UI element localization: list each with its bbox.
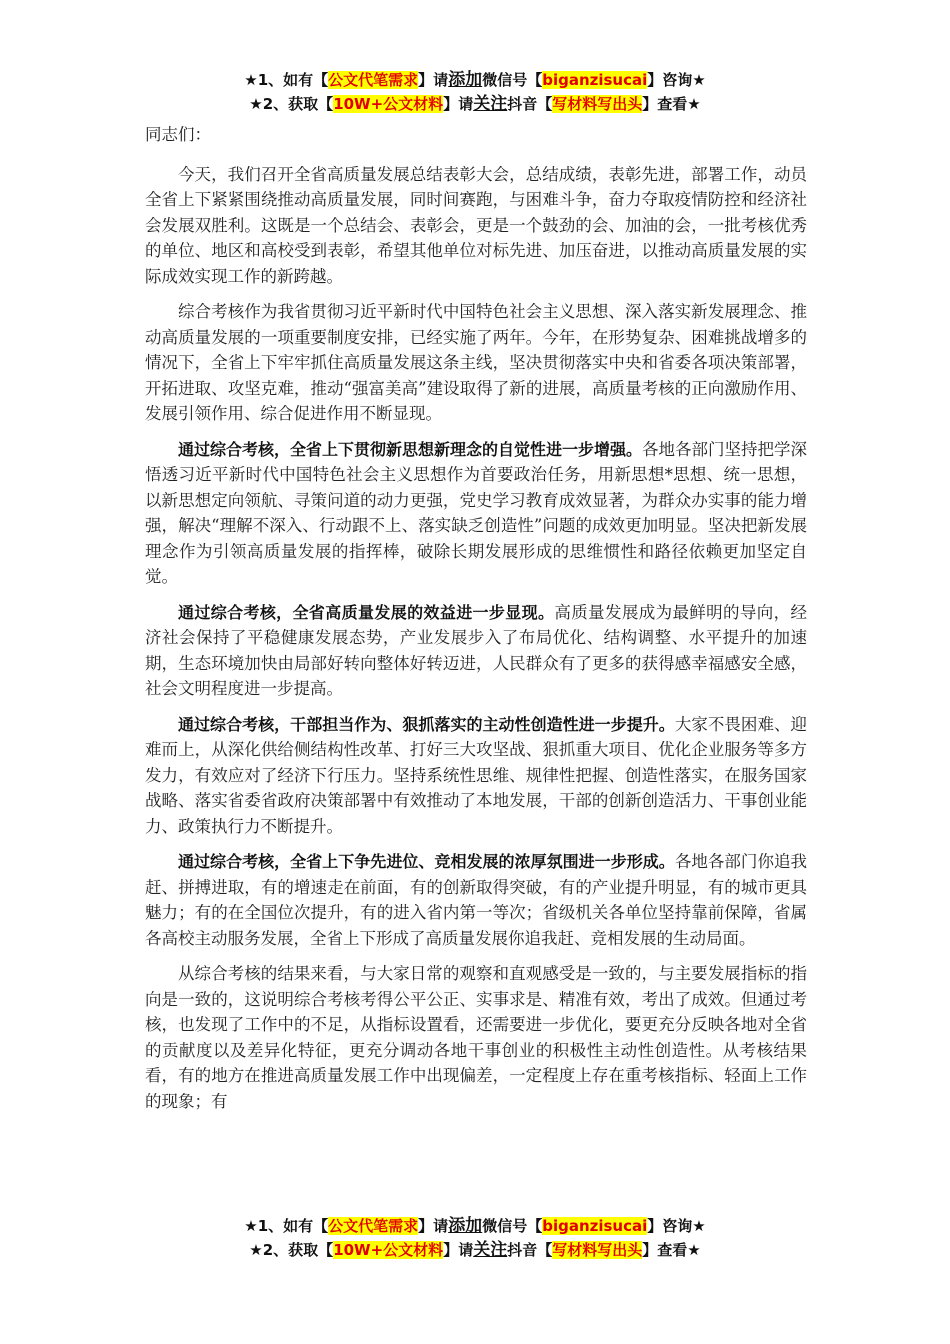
promo-text: 微信号【 bbox=[482, 1217, 543, 1235]
paragraph-1: 今天，我们召开全省高质量发展总结表彰大会，总结成绩，表彰先进，部署工作，动员全省上下紧紧围绕推动高质量发展，同时间赛跑，与困难斗争，奋力夺取疫情防控和经济社会发展双胜利。这既是一个总结会、表彰会，更是一个鼓劲的会、加油的会，一批考核优秀的单位、地区和高校受到表彰，希望其他单位对标先进、加压奋进，以推动高质量发展的实际成效实现工作的新跨越。 bbox=[145, 164, 807, 286]
highlight-writing-service: 公文代笔需求 bbox=[328, 71, 419, 89]
highlight-writing-service: 公文代笔需求 bbox=[328, 1217, 419, 1235]
promo-text: ★1、如有【 bbox=[244, 1217, 329, 1235]
paragraph-5-text: 大家不畏困难、迎难而上，从深化供给侧结构性改革、打好三大攻坚战、狠抓重大项目、优化企业服务等多方发力，有效应对了经济下行压力。坚持系统性思维、规律性把握、创造性落实，在服务国家战略、落实省委省政府决策部署中有效推动了本地发展，干部的创新创造活力、干事创业能力、政策执行力不断提升。 bbox=[145, 714, 807, 836]
speech-body bbox=[145, 122, 808, 1111]
promo-text: 】请 bbox=[418, 71, 449, 89]
promo-text: 微信号【 bbox=[482, 71, 543, 89]
paragraph-4-text: 高质量发展成为最鲜明的导向，经济社会保持了平稳健康发展态势，产业发展步入了布局优化、结构调整、水平提升的加速期，生态环境加快由局部好转向整体好转迈进，人民群众有了更多的获得感幸福感安全感，社会文明程度进一步提高。 bbox=[145, 602, 807, 698]
promo-text: 】请 bbox=[443, 1241, 474, 1259]
highlight-douyin-account: 写材料写出头 bbox=[552, 95, 643, 113]
paragraph-2: 综合考核作为我省贯彻习近平新时代中国特色社会主义思想、深入落实新发展理念、推动高质量发展的一项重要制度安排，已经实施了两年。今年，在形势复杂、困难挑战增多的情况下，全省上下牢牢抓住高质量发展这条主线，坚决贯彻落实中央和省委各项决策部署，开拓进取、攻坚克难，推动“强富美高”建设取得了新的进展，高质量考核的正向激励作用、发展引领作用、综合促进作用不断显现。 bbox=[145, 302, 807, 423]
promo-text: ★1、如有【 bbox=[244, 71, 329, 89]
paragraph-4 bbox=[145, 600, 807, 702]
highlight-wechat-id: biganzisucai bbox=[542, 71, 648, 89]
promo-line-2 bbox=[0, 92, 950, 116]
paragraph-3 bbox=[145, 437, 807, 590]
promo-text: 】咨询★ bbox=[647, 71, 706, 89]
promo-text: 】查看★ bbox=[642, 95, 701, 113]
paragraph-3-text: 各地各部门坚持把学深悟透习近平新时代中国特色社会主义思想作为首要政治任务，用新思想*思想、统一思想，以新思想定向领航、寻策问道的动力更强，党史学习教育成效显著，为群众办实事的能力增强，解决“理解不深入、行动跟不上、落实缺乏创造性”问题的成效更加明显。坚决把新发展理念作为引领高质量发展的指挥棒，破除长期发展形成的思维惯性和路径依赖更加坚定自觉。 bbox=[145, 439, 808, 586]
promo-banner-bottom bbox=[0, 1214, 950, 1262]
promo-text: 】查看★ bbox=[642, 1241, 701, 1259]
paragraph-7: 从综合考核的结果来看，与大家日常的观察和直观感受是一致的，与主要发展指标的指向是一致的，这说明综合考核考得公平公正、实事求是、精准有效，考出了成效。但通过考核，也发现了工作中的不足，从指标设置看，还需要进一步优化，要更充分反映各地对全省的贡献度以及差异化特征，更充分调动各地干事创业的积极性主动性创造性。从考核结果看，有的地方在推进高质量发展工作中出现偏差，一定程度上存在重考核指标、轻面上工作的现象；有 bbox=[145, 964, 807, 1111]
promo-text: 抖音【 bbox=[507, 1241, 553, 1259]
paragraph-6 bbox=[145, 849, 807, 951]
promo-banner-top bbox=[0, 68, 950, 116]
underlined-follow: 关注 bbox=[473, 1240, 508, 1260]
promo-line-1 bbox=[0, 68, 950, 92]
highlight-materials: 10W+公文材料 bbox=[333, 1241, 444, 1259]
paragraph-6-lead: 通过综合考核，全省上下争先进位、竞相发展的浓厚氛围进一步形成。 bbox=[178, 852, 675, 871]
highlight-douyin-account: 写材料写出头 bbox=[552, 1241, 643, 1259]
promo-line-1 bbox=[0, 1214, 950, 1238]
promo-text: ★2、获取【 bbox=[249, 1241, 334, 1259]
paragraph-5 bbox=[145, 712, 807, 840]
highlight-wechat-id: biganzisucai bbox=[542, 1217, 648, 1235]
promo-text: 】请 bbox=[443, 95, 474, 113]
paragraph-5-lead: 通过综合考核，干部担当作为、狠抓落实的主动性创造性进一步提升。 bbox=[178, 714, 675, 734]
underlined-add: 添加 bbox=[448, 1216, 483, 1236]
paragraph-3-lead: 通过综合考核，全省上下贯彻新思想新理念的自觉性进一步增强。 bbox=[178, 439, 643, 459]
underlined-follow: 关注 bbox=[473, 94, 508, 114]
promo-text: 】请 bbox=[418, 1217, 449, 1235]
underlined-add: 添加 bbox=[448, 70, 483, 90]
paragraph-4-lead: 通过综合考核，全省高质量发展的效益进一步显现。 bbox=[178, 602, 555, 622]
promo-text: ★2、获取【 bbox=[249, 95, 334, 113]
promo-text: 抖音【 bbox=[507, 95, 553, 113]
paragraph-6-text: 各地各部门你追我赶、拼搏进取，有的增速走在前面，有的创新取得突破，有的产业提升明显，有的城市更具魅力；有的在全国位次提升，有的进入省内第一等次；省级机关各单位坚持靠前保障，省属各高校主动服务发展，全省上下形成了高质量发展你追我赶、竞相发展的生动局面。 bbox=[145, 852, 807, 948]
promo-line-2 bbox=[0, 1238, 950, 1262]
highlight-materials: 10W+公文材料 bbox=[333, 95, 444, 113]
promo-text: 】咨询★ bbox=[647, 1217, 706, 1235]
greeting: 同志们： bbox=[145, 125, 211, 144]
